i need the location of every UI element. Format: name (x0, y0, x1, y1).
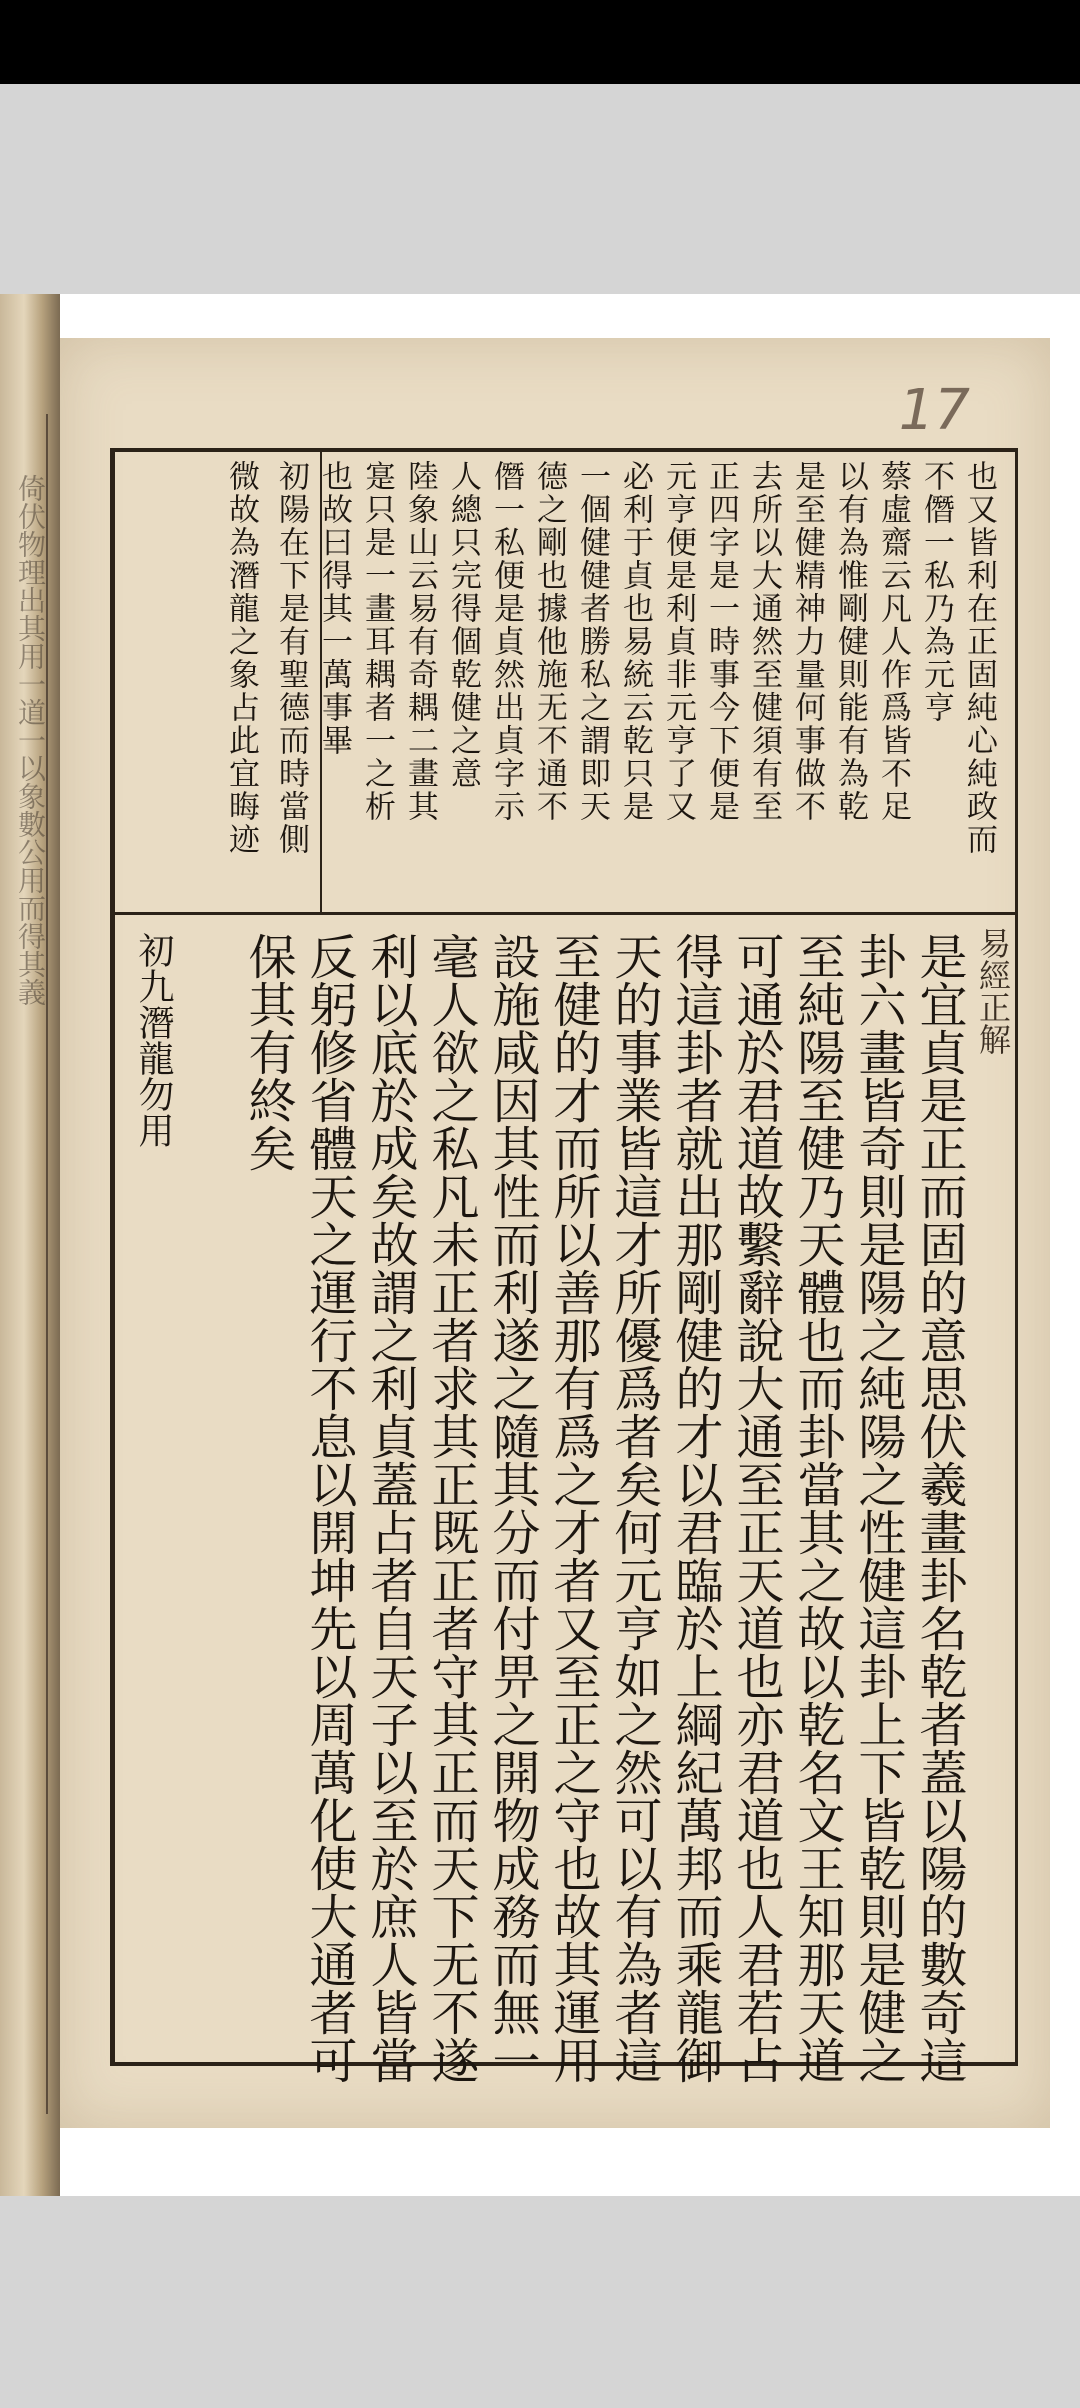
upper-commentary-column-left: 微故為潛龍之象占此宜晦迹 (223, 460, 259, 856)
upper-commentary-column: 元亨便是利貞非元亨了又 (660, 460, 696, 823)
upper-commentary-column: 必利于貞也易統云乾只是 (617, 460, 653, 823)
book-spine (0, 294, 60, 2196)
upper-commentary-column: 陸象山云易有奇耦二畫其 (402, 460, 438, 823)
page-number: 17 (898, 378, 970, 443)
main-text-column: 毫人欲之私凡未正者求其正既正者守其正而天下无不遂 (423, 932, 479, 2084)
upper-commentary-column: 去所以大通然至健須有至 (746, 460, 782, 823)
upper-commentary-column: 寔只是一畫耳耦者一之析 (359, 460, 395, 823)
upper-commentary-column: 以有為惟剛健則能有為乾 (832, 460, 868, 823)
main-text-column: 反躬修省體天之運行不息以開坤先以周萬化使大通者可 (301, 932, 357, 2084)
main-text-column: 卦六畫皆奇則是陽之純陽之性健這卦上下皆乾則是健之 (850, 932, 906, 2084)
upper-commentary-column: 也故曰得其一萬事畢 (316, 460, 352, 757)
upper-commentary-column: 一個健健者勝私之謂即天 (574, 460, 610, 823)
main-text-column: 天的事業皆這才所優爲者矣何元亨如之然可以有為者這 (606, 932, 662, 2084)
upper-commentary-column: 正四字是一時事今下便是 (703, 460, 739, 823)
main-text-column: 至純陽至健乃天體也而卦當其之故以乾名文王知那天道 (789, 932, 845, 2084)
book-title: 易經正解 (974, 927, 1012, 1055)
main-text-column: 保其有終矣 (240, 932, 296, 1172)
main-text-column: 設施咸因其性而利遂之隨其分而付畀之開物成務而無一 (484, 932, 540, 2084)
scanned-book-page (0, 294, 1080, 2196)
upper-commentary-column: 是至健精神力量何事做不 (789, 460, 825, 823)
upper-commentary-column-left: 初陽在下是有聖德而時當側 (273, 460, 309, 856)
upper-commentary-column: 德之剛也據他施无不通不 (531, 460, 567, 823)
upper-commentary-column: 蔡虛齋云凡人作爲皆不足 (875, 460, 911, 823)
upper-lower-divider (115, 912, 1015, 915)
upper-commentary-column: 不僭一私乃為元亨 (918, 460, 954, 724)
top-bar (0, 0, 1080, 84)
main-text-column: 得這卦者就出那剛健的才以君臨於上綱紀萬邦而乘龍御 (667, 932, 723, 2084)
upper-commentary-column: 也又皆利在正固純心純政而 (961, 460, 997, 856)
main-text-column: 至健的才而所以善那有爲之才者又至正之守也故其運用 (545, 932, 601, 2084)
main-text-column: 可通於君道故繫辭說大通至正天道也亦君道也人君若占 (728, 932, 784, 2084)
upper-commentary-column: 人總只完得個乾健之意 (445, 460, 481, 790)
page-sheet (60, 338, 1050, 2128)
adjacent-page-edge (6, 414, 48, 2114)
text-frame (110, 448, 1018, 2084)
main-text-column: 利以底於成矣故謂之利貞蓋占者自天子以至於庶人皆當 (362, 932, 418, 2084)
adjacent-page-text: 倚伏物理出其用一道一以象數公用而得其義 (14, 474, 47, 1006)
main-text-column: 是宜貞是正而固的意思伏羲畫卦名乾者蓋以陽的數奇這 (911, 932, 967, 2084)
line-header-chuji: 初九潛龍勿用 (133, 932, 174, 1148)
upper-commentary-column: 僭一私便是貞然出貞字示 (488, 460, 524, 823)
